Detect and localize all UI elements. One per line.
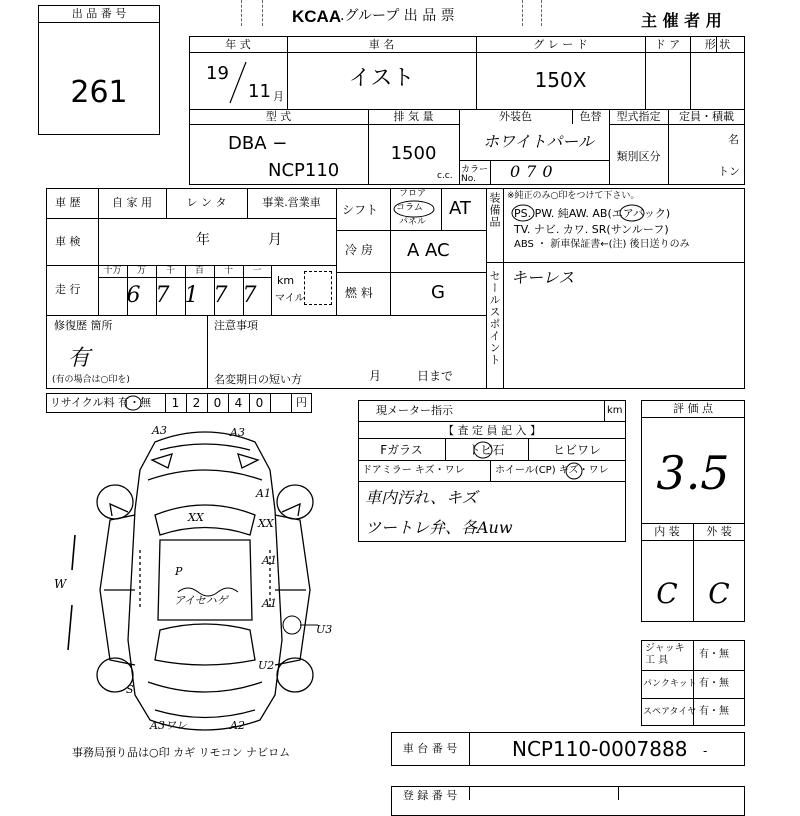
mark-roof-text: アイセハゲ [174,594,228,607]
shift-option-panel[interactable]: パネル [399,217,427,227]
equipment-circles [508,203,648,223]
brand-logo: KCAA [292,7,342,26]
mileage-unit-100: 百 [194,266,204,276]
mark-bumper-right: A2 [230,719,245,732]
recycle-circle [123,394,143,412]
exterior-label: 外 装 [706,525,732,538]
equipment-line3: ABS ・ 新車保証書←(注) 後日送りのみ [514,239,690,250]
recycle-digit-1: 1 [171,396,180,410]
shift-label: シフト [342,203,379,217]
shift-option-floor[interactable]: フロア [399,189,427,199]
meter-unit: km [607,405,623,416]
car-name-label: 車 名 [368,38,395,51]
name-change-month: 月 [369,369,382,383]
mark-hood-2: XX [258,517,274,530]
mileage-digit-4: 7 [213,283,228,308]
mark-hood-1: XX [188,511,204,524]
crack-label: ヒビワレ [552,443,601,457]
model-line2: NCP110 [268,160,340,181]
mileage-unit-10: 十 [223,266,233,276]
car-name: イスト [348,66,415,91]
fuel-value: G [431,282,445,303]
inspector-title: 【 査 定 員 記 入 】 [443,424,541,437]
sales-point-label: セールスポイント [488,270,501,366]
lot-number-label: 出 品 番 号 [71,7,127,20]
score-label: 評 価 点 [673,402,713,415]
doors-label: ド ア [654,38,681,51]
history-private[interactable]: 自 家 用 [112,196,152,209]
shift-circle [392,199,436,219]
recycle-digit-3: 0 [213,396,222,410]
meter-label: 現メーター指示 [376,404,453,417]
mark-door-right: A1 [262,554,277,567]
mileage-unit-10k: 万 [136,266,146,276]
mark-rear-wheel: U2 [258,659,275,672]
mileage-unit-1k: 千 [165,266,175,276]
inspection-label: 車 検 [55,235,81,248]
mileage-digit-5: 7 [242,283,257,308]
inspection-month: 月 [268,232,282,248]
inspection-year: 年 [196,232,210,248]
lot-number-box [38,5,160,135]
interior-score: C [656,577,678,610]
mileage-check-box[interactable] [304,271,332,305]
car-diagram [60,420,350,745]
stone-circle [472,440,494,460]
shift-option-column[interactable]: コラム [396,203,423,213]
history-label: 車 歴 [55,196,81,209]
capacity-unit-persons: 名 [728,133,739,146]
sheet-title: .グループ 出 品 票 [340,8,455,24]
mileage-unit-1: 一 [252,266,262,276]
fglass-label: Fガラス [380,443,423,457]
mileage-unit-100k: 十万 [103,266,122,276]
mileage-digit-1: 6 [126,283,141,308]
score-value: 3.5 [656,446,730,500]
history-business[interactable]: 事業.営業車 [262,196,321,209]
km-label: km [277,274,295,287]
month-unit: 月 [273,90,284,103]
color-value: ホワイトパール [483,132,594,151]
mileage-digit-3: 1 [184,283,199,308]
color-change-label: 色替 [579,110,602,123]
jack-options[interactable]: 有・無 [699,649,729,660]
stone-label: トビ石 [468,443,505,457]
mile-label: マイル [275,293,305,304]
repair-label: 修復歴 箇所 [54,319,113,332]
mark-rear-left: S [126,683,134,696]
year-value: 19 [206,63,229,84]
exterior-score: C [708,577,730,610]
spare-options[interactable]: 有・無 [699,706,729,717]
name-change-label: 名変期日の短い方 [214,373,302,386]
grade-label: グ レ ー ド [533,38,588,51]
recycle-digit-2: 2 [192,396,201,410]
cc-unit: c.c. [437,171,453,181]
fuel-label: 燃 料 [345,286,373,300]
puncture-label: パンクキット [643,679,697,689]
jack-label: ジャッキ 工 具 [645,643,685,666]
equipment-line2: TV. ナビ. カワ. SR(サンルーフ) [514,223,669,236]
repair-value: 有 [68,346,91,371]
body-label: 形 状 [704,38,731,51]
recycle-digit-4: 4 [234,396,243,410]
mark-rear-door-right: A1 [262,597,277,610]
month-value: 11 [248,81,271,102]
organizer-label: 主 催 者 用 [641,11,722,30]
ac-label: 冷 房 [345,243,373,257]
mirror-label: ドアミラー キズ・ワレ [362,465,465,476]
ac-value: A AC [407,240,450,261]
equipment-note: ※純正のみ○印をつけて下さい。 [507,191,640,201]
repair-note: (有の場合は○印を) [52,375,130,385]
office-note: 事務局預り品は○印 カギ リモコン ナビロム [72,746,291,759]
mark-fender-right: A1 [256,487,271,500]
mark-front-right: A3 [230,426,245,439]
mark-rear-fender: U3 [316,623,333,636]
capacity-unit-tons: トン [718,165,740,178]
registration-label: 登 録 番 号 [402,789,458,802]
puncture-options[interactable]: 有・無 [699,678,729,689]
grade-value: 150X [534,68,587,92]
displacement-label: 排 気 量 [393,110,434,123]
color-no-label: カラー No. [461,165,489,184]
lot-number: 261 [70,75,128,110]
name-change-day: 日まで [417,369,454,383]
interior-label: 内 装 [654,525,680,538]
year-label: 年 式 [225,38,251,51]
wheel-label: ホイール(CP) キズ・ワレ [495,465,609,476]
recycle-label: リサイクル料 有・無 [50,396,151,409]
year-slash [228,60,248,105]
spare-label: スペアタイヤ [643,707,697,717]
chassis-value: NCP110-0007888 [512,737,688,761]
equipment-line1: PS. PW. 純AW. AB(エアバック) [514,207,671,220]
comment-line2: ツートレ弁、各Auw [365,518,513,537]
model-label: 型 式 [265,110,292,123]
recycle-digit-5: 0 [255,396,264,410]
wheel-circle [564,461,584,481]
comment-line1: 車内汚れ、キズ [365,488,478,507]
type-designation-label: 型式指定 [616,110,661,123]
mark-bumper-left: A3ワレ [150,719,187,732]
model-line1: DBA − [228,133,288,154]
mileage-digit-2: 7 [155,283,170,308]
equipment-label: 装備品 [488,192,501,228]
chassis-suffix: - [703,744,708,758]
category-label: 類別区分 [616,150,661,163]
displacement-value: 1500 [390,143,437,164]
color-label: 外装色 [499,110,532,123]
shift-value: AT [449,198,471,219]
history-rental[interactable]: レ ン タ [186,196,227,209]
sales-point-text: キーレス [511,268,575,287]
chassis-label: 車 台 番 号 [402,742,458,755]
capacity-label: 定員・積載 [679,110,734,123]
mark-front-left: A3 [152,424,167,437]
mark-roof-p: P [175,565,183,578]
notice-label: 注意事項 [214,319,258,332]
recycle-unit: 円 [296,396,307,409]
mileage-label: 走 行 [55,283,81,296]
side-mark-w: W [54,577,67,591]
color-no: 070 [510,162,559,181]
